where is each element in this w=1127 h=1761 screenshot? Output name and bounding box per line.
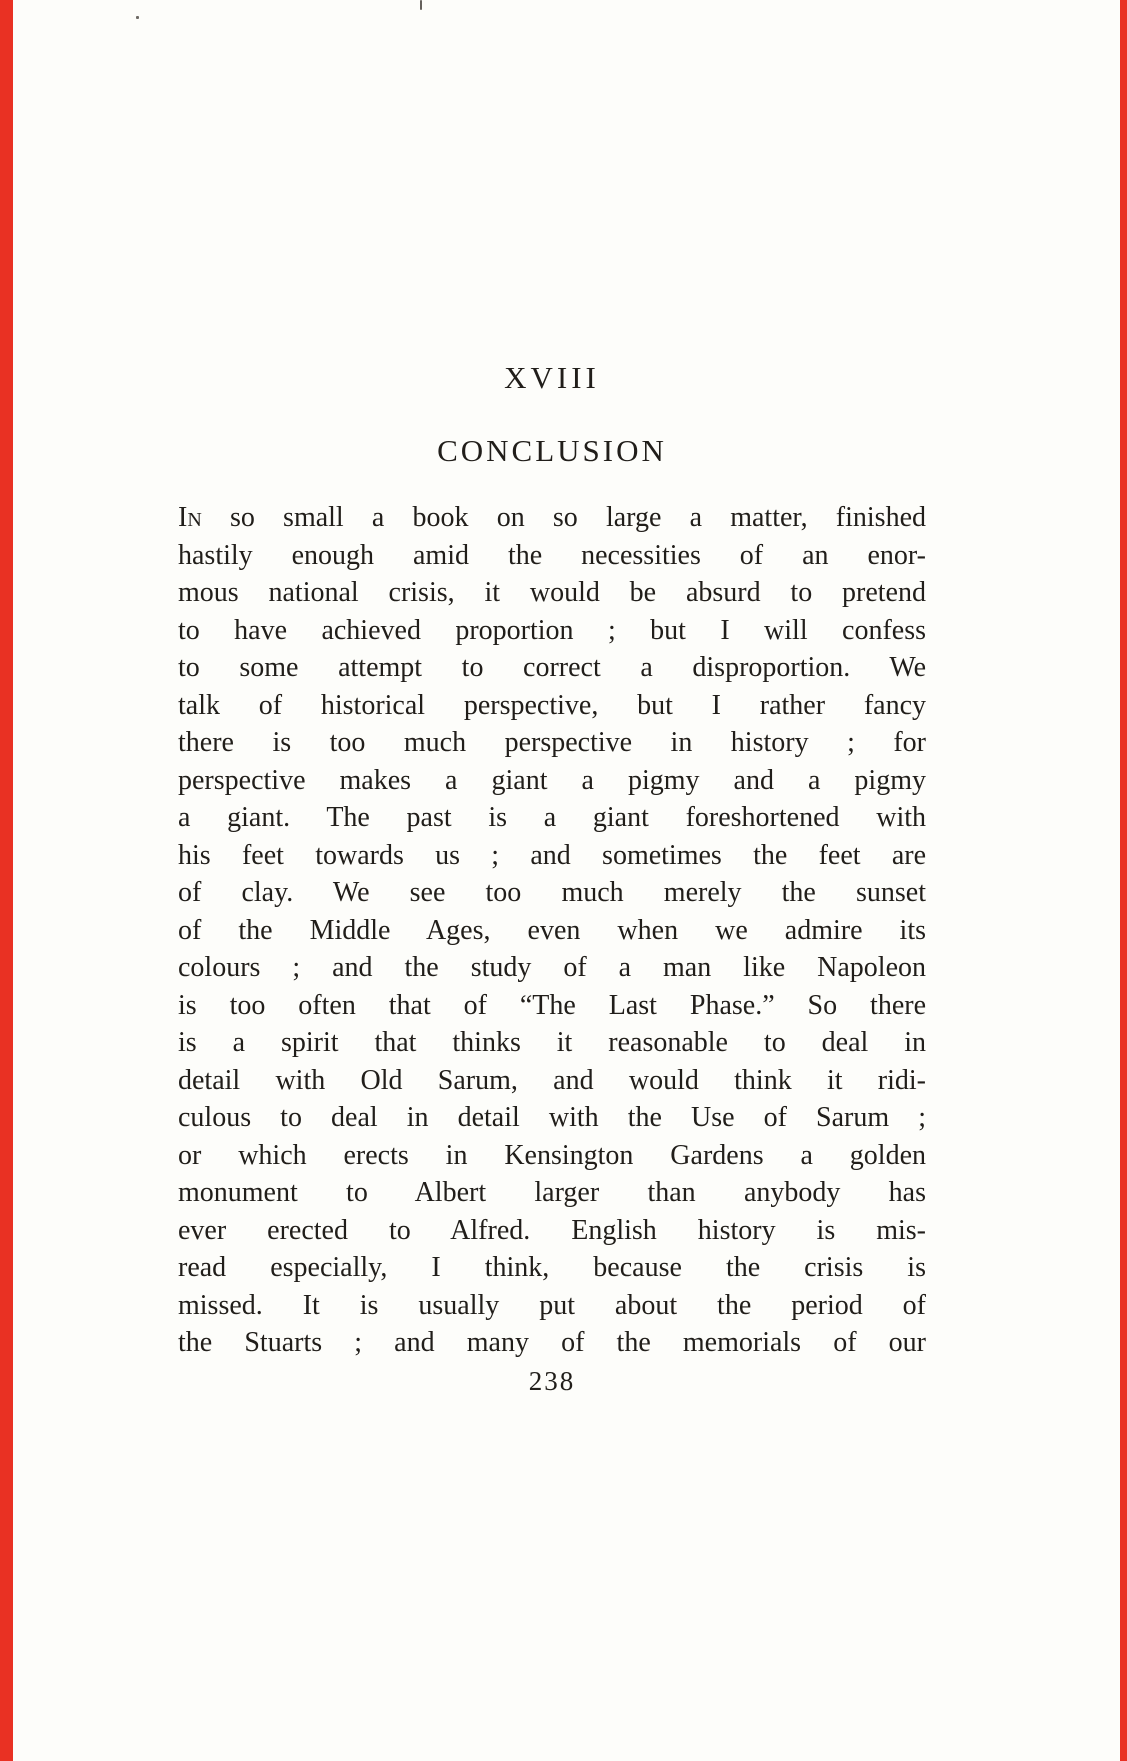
chapter-title: CONCLUSION <box>437 433 667 468</box>
body-text <box>178 499 926 1362</box>
text-line <box>178 499 926 537</box>
text-line: or which erects in Kensington Gardens a golden <box>178 1139 926 1171</box>
right-red-edge <box>1120 0 1127 1761</box>
text-line: mous national crisis, it would be absurd to pretend <box>178 577 926 608</box>
text-line: culous to deal in detail with the Use of Sarum ; <box>178 1102 926 1133</box>
text-line: missed. It is usually put about the period of <box>178 1289 926 1321</box>
text-line: monument to Albert larger than anybody has <box>178 1177 926 1208</box>
left-red-edge <box>0 0 13 1761</box>
lead-word: In <box>178 502 202 533</box>
text-line: a giant. The past is a giant foreshortened with <box>178 802 926 833</box>
scan-speck <box>136 16 139 19</box>
text-line: hastily enough amid the necessities of an enor- <box>178 539 926 571</box>
text-line: is a spirit that thinks it reasonable to deal in <box>178 1027 926 1058</box>
text-line: to have achieved proportion ; but I will confess <box>178 614 926 646</box>
text-line: there is too much perspective in history ; for <box>178 727 926 758</box>
text-line: perspective makes a giant a pigmy and a pigmy <box>178 764 926 796</box>
page-number: 238 <box>528 1365 576 1396</box>
text-line: ever erected to Alfred. English history is mis- <box>178 1214 926 1246</box>
text-line: his feet towards us ; and sometimes the feet are <box>178 839 926 871</box>
text-line: is too often that of “The Last Phase.” So there <box>178 989 926 1021</box>
text-line: of the Middle Ages, even when we admire its <box>178 914 926 946</box>
text-line: read especially, I think, because the crisis is <box>178 1252 926 1283</box>
text-line: the Stuarts ; and many of the memorials of our <box>178 1327 926 1358</box>
line-text: so small a book on so large a matter, finished <box>229 502 926 533</box>
text-line: of clay. We see too much merely the sunset <box>178 877 926 908</box>
text-line: detail with Old Sarum, and would think it ridi- <box>178 1064 926 1096</box>
chapter-number: XVIII <box>504 360 600 395</box>
text-line: colours ; and the study of a man like Napoleon <box>178 952 926 983</box>
scan-speck <box>420 0 422 10</box>
text-line: to some attempt to correct a disproportion. We <box>178 652 926 683</box>
page-content <box>178 360 926 1397</box>
text-line: talk of historical perspective, but I rather fancy <box>178 689 926 721</box>
